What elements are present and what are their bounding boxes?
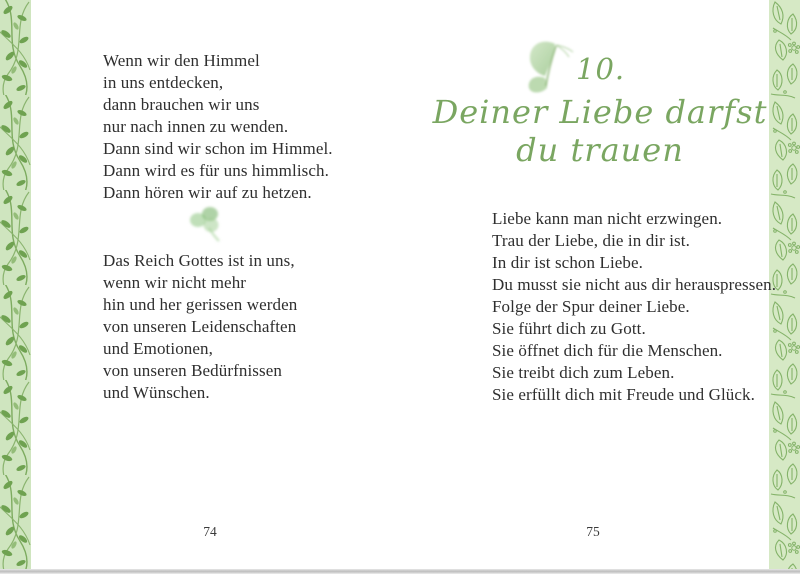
poem-line: in uns entdecken, — [103, 73, 224, 92]
vine-leaf-pattern-icon — [0, 0, 31, 570]
poem-line: wenn wir nicht mehr — [103, 273, 247, 292]
poem-line: Liebe kann man nicht erzwingen. — [492, 209, 723, 228]
poem-line: Dann wird es für uns himmlisch. — [103, 161, 329, 180]
poem-line: Dann sind wir schon im Himmel. — [103, 139, 333, 158]
poem-line: In dir ist schon Liebe. — [492, 253, 644, 272]
chapter-number: 10. — [576, 52, 626, 86]
clover-leaf-icon — [185, 204, 231, 251]
poem-line: und Wünschen. — [103, 383, 210, 402]
poem-line: Sie treibt dich zum Leben. — [492, 363, 675, 382]
chapter-title — [420, 92, 780, 168]
poem-line: Sie erfüllt dich mit Freude und Glück. — [492, 385, 755, 404]
poem-line: Das Reich Gottes ist in uns, — [103, 251, 295, 270]
poem-line: Folge der Spur deiner Liebe. — [492, 297, 690, 316]
left-page-poem-1 — [103, 50, 333, 204]
poem-line: Du musst sie nicht aus dir herauspressen. — [492, 275, 777, 294]
book-bottom-edge — [0, 569, 800, 574]
chapter-title-line-1: Deiner Liebe darfst — [432, 93, 768, 131]
poem-line: Sie öffnet dich für die Menschen. — [492, 341, 723, 360]
poem-line: Trau der Liebe, die in dir ist. — [492, 231, 690, 250]
poem-line: von unseren Leidenschaften — [103, 317, 297, 336]
poem-line: Dann hören wir auf zu hetzen. — [103, 183, 312, 202]
poem-line: nur nach innen zu wenden. — [103, 117, 289, 136]
left-ornament-border — [0, 0, 31, 570]
poem-line: hin und her gerissen werden — [103, 295, 298, 314]
page-number-right: 75 — [586, 524, 600, 539]
poem-line: dann brauchen wir uns — [103, 95, 260, 114]
chapter-title-line-2: du trauen — [516, 131, 684, 169]
poem-line: und Emotionen, — [103, 339, 213, 358]
poem-line: von unseren Bedürfnissen — [103, 361, 282, 380]
poem-line: Sie führt dich zu Gott. — [492, 319, 646, 338]
poem-line: Wenn wir den Himmel — [103, 51, 260, 70]
left-page-poem-2 — [103, 250, 297, 404]
page-number-left: 74 — [203, 524, 217, 539]
right-page-poem — [492, 208, 776, 406]
